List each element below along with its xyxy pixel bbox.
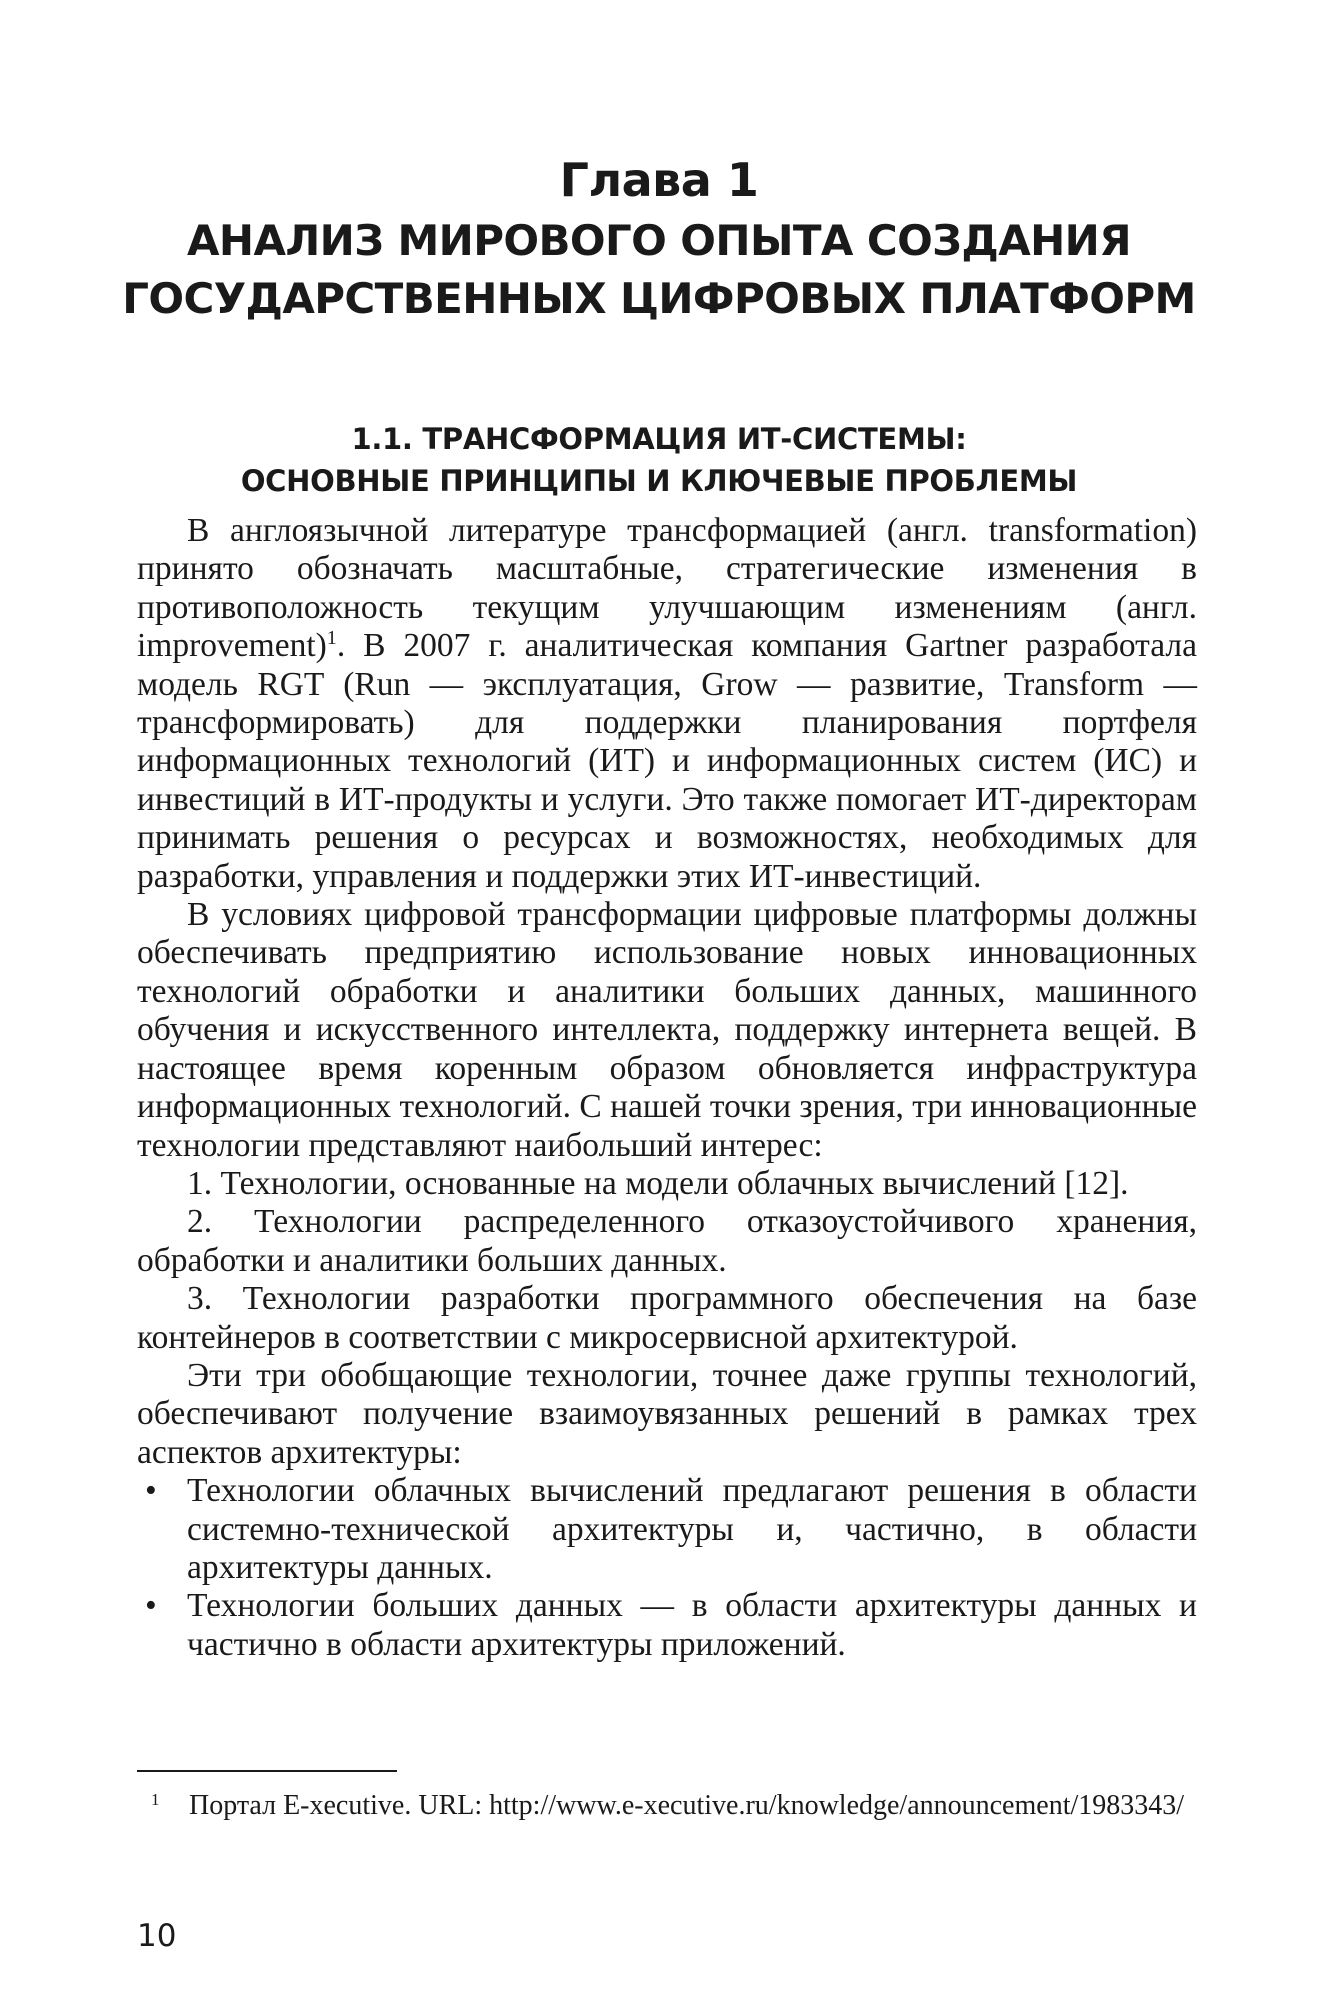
footnote-number: 1 xyxy=(151,1790,160,1809)
paragraph-1-part-2: . В 2007 г. аналитическая компания Gartner разработала модель RGT (Run — эксплуатация, Grow — развитие, Transform — трансформировать) для поддержки планирования портфеля информационных технологий (ИТ) и информационных систем (ИС) и инвестиций в ИТ-продукты и услуги. Это также помогает ИТ-директорам принимать решения о ресурсах и возможностях, необходимых для разработки, управления и поддержки этих ИТ-инвестиций. xyxy=(137,627,1197,895)
paragraph-2: В условиях цифровой трансформации цифровые платформы должны обеспечивать предприятию использование новых инновационных технологий обработки и аналитики больших данных, машинного обучения и искусственного интеллекта, поддержку интернета вещей. В настоящее время коренным образом обновляется инфраструктура информационных технологий. С нашей точки зрения, три инновационные технологии представляют наибольший интерес: xyxy=(137,896,1197,1164)
bullet-item-2 xyxy=(137,1587,1197,1664)
bullet-item-1-text: Технологии облачных вычислений предлагают решения в области системно-технической архитектуры и, частично, в области архитектуры данных. xyxy=(187,1472,1197,1586)
bullet-icon: • xyxy=(145,1472,157,1510)
numbered-item-2: 2. Технологии распределенного отказоустойчивого хранения, обработки и аналитики больших данных. xyxy=(137,1203,1197,1279)
bullet-list xyxy=(137,1472,1197,1664)
numbered-item-1: 1. Технологии, основанные на модели облачных вычислений [12]. xyxy=(187,1164,1129,1202)
page-number: 10 xyxy=(137,1918,177,1954)
paragraph-3: Эти три обобщающие технологии, точнее даже группы технологий, обеспечивают получение взаимоувязанных решений в рамках трех аспектов архитектуры: xyxy=(137,1356,1197,1471)
paragraph-1 xyxy=(137,512,1197,896)
bullet-item-2-text: Технологии больших данных — в области архитектуры данных и частично в области архитектуры приложений. xyxy=(187,1587,1197,1663)
body-text xyxy=(137,512,1197,1664)
paragraph-1-part-1: В англоязычной литературе трансформацией (англ. transformation) принято обозначать масштабные, стратегические изменения в противоположность текущим улучшающим изменениям (англ. improvement) xyxy=(137,512,1197,665)
footnote-reference[interactable]: 1 xyxy=(326,627,337,650)
section-title-line-1: 1.1. ТРАНСФОРМАЦИЯ ИТ-СИСТЕМЫ: xyxy=(351,422,967,456)
chapter-title-line-1: АНАЛИЗ МИРОВОГО ОПЫТА СОЗДАНИЯ xyxy=(187,216,1131,265)
chapter-label: Глава 1 xyxy=(559,153,759,207)
bullet-icon: • xyxy=(145,1587,157,1625)
section-title xyxy=(0,418,1318,502)
bullet-item-1 xyxy=(137,1472,1197,1587)
footnote-divider xyxy=(137,1770,397,1772)
footnote xyxy=(137,1787,1197,1825)
numbered-item-3: 3. Технологии разработки программного обеспечения на базе контейнеров в соответствии с микросервисной архитектурой. xyxy=(137,1280,1197,1356)
footnote-text[interactable]: Портал E-xecutive. URL: http://www.e-xecutive.ru/knowledge/announcement/1983343/ xyxy=(189,1790,1185,1821)
chapter-title-line-2: ГОСУДАРСТВЕННЫХ ЦИФРОВЫХ ПЛАТФОРМ xyxy=(122,274,1196,323)
chapter-title xyxy=(0,212,1318,328)
section-title-line-2: ОСНОВНЫЕ ПРИНЦИПЫ И КЛЮЧЕВЫЕ ПРОБЛЕМЫ xyxy=(240,464,1078,498)
